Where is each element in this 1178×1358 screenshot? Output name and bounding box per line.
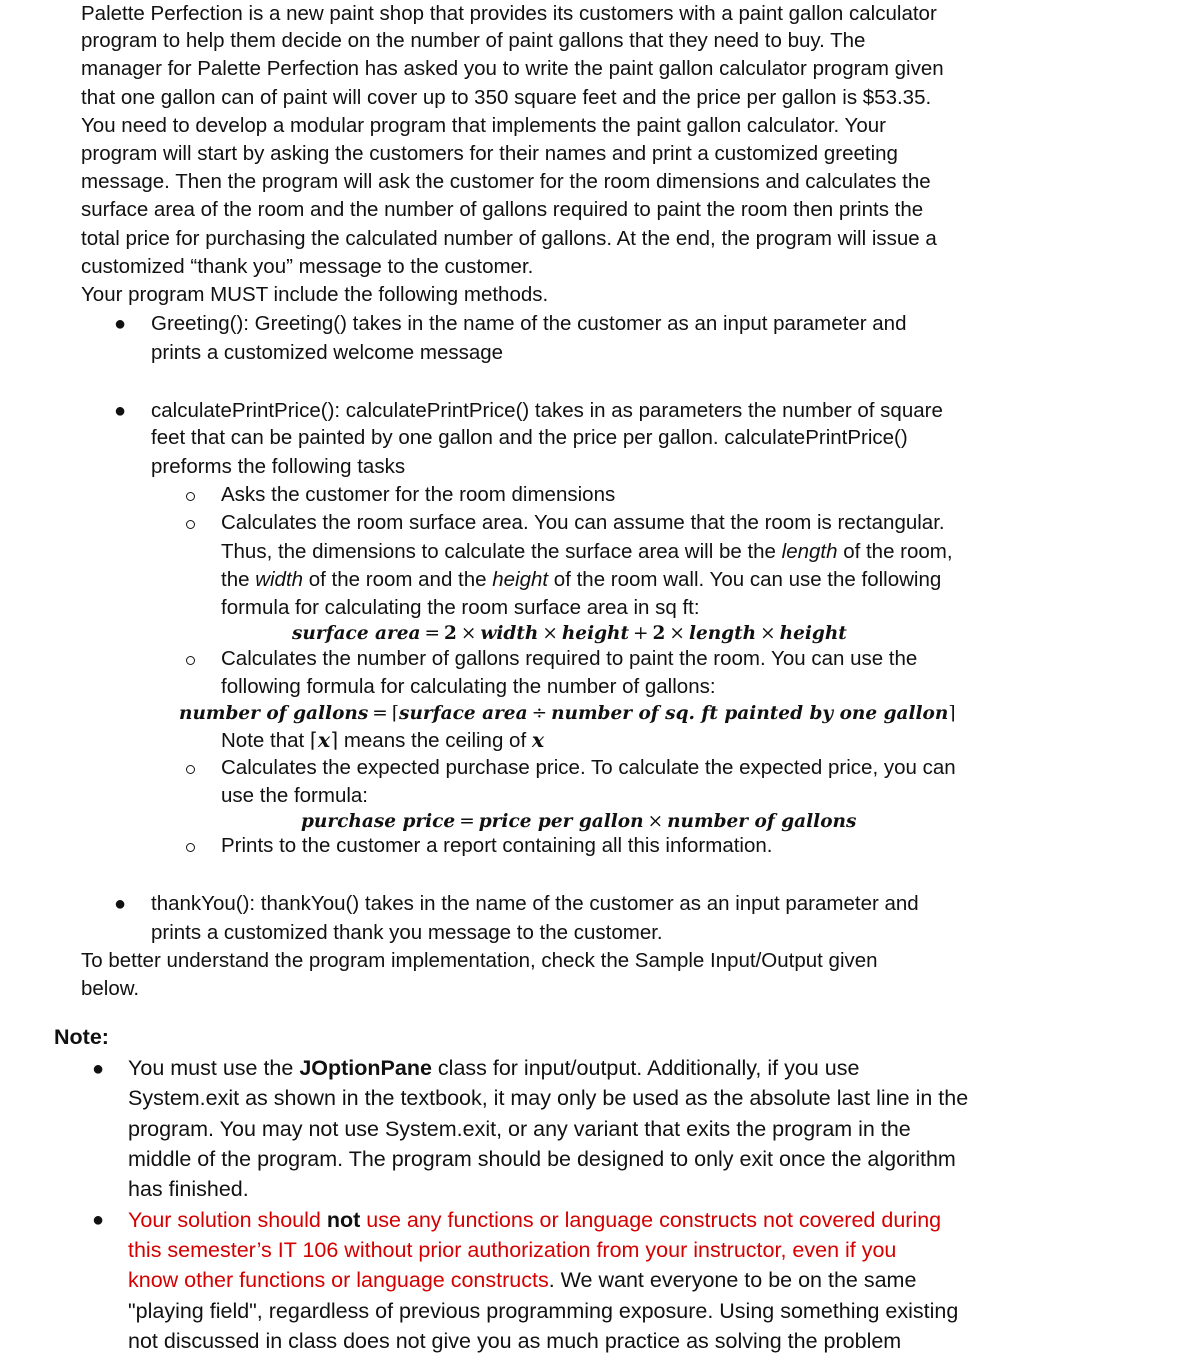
note-warning-line <box>128 1205 941 1235</box>
task-report: Prints to the customer a report containing all this information. <box>221 834 773 857</box>
hollow-bullet-icon <box>186 520 195 529</box>
calc-line: feet that can be painted by one gallon and the price per gallon. calculatePrintPrice() <box>151 426 908 449</box>
math-term: height <box>779 623 847 644</box>
intro-line: that one gallon can of paint will cover up to 350 square feet and the price per gallon is $53.35. <box>81 86 932 109</box>
greeting-line: Greeting(): Greeting() takes in the name of the customer as an input parameter and <box>151 312 907 335</box>
task-price-line: Calculates the expected purchase price. To calculate the expected price, you can <box>221 756 956 779</box>
math-op: × <box>669 623 685 644</box>
term-length: length <box>781 540 838 563</box>
math-term: x <box>531 728 545 752</box>
task-surface-area-line <box>221 538 953 566</box>
text-run: of the room wall. You can use the following <box>548 568 942 591</box>
note-line: has finished. <box>128 1177 249 1201</box>
math-op: ⌈ <box>309 729 318 752</box>
hollow-bullet-icon <box>186 492 195 501</box>
math-term: height <box>561 623 630 644</box>
bullet-icon: ● <box>92 1209 105 1231</box>
intro-line: message. Then the program will ask the customer for the room dimensions and calculates the <box>81 170 931 193</box>
text-run: means the ceiling of <box>338 729 532 752</box>
term-width: width <box>255 568 304 591</box>
task-ask-dimensions: Asks the customer for the room dimensions <box>221 483 616 506</box>
note-heading: Note: <box>54 1025 109 1049</box>
text-run: . We want everyone to be on the same <box>548 1268 917 1292</box>
intro-line: surface area of the room and the number of gallons required to paint the room then prints the <box>81 198 924 221</box>
math-term: number of gallons <box>667 811 857 832</box>
text-run: use any functions or language constructs not covered during <box>360 1208 942 1232</box>
math-term: width <box>480 623 539 644</box>
math-term: price per gallon <box>478 811 644 832</box>
math-op: ÷ <box>531 703 548 724</box>
math-term: number of sq. ft painted by one gallon <box>551 703 949 724</box>
math-op: = <box>459 811 475 832</box>
task-gallons-line: following formula for calculating the number of gallons: <box>221 675 716 698</box>
math-op: ⌈ <box>391 703 400 724</box>
calc-line: preforms the following tasks <box>151 455 406 478</box>
task-surface-area-line: Calculates the room surface area. You can assume that the room is rectangular. <box>221 511 945 534</box>
not-emphasis: not <box>326 1208 361 1232</box>
note-line: middle of the program. The program should be designed to only exit once the algorithm <box>128 1147 956 1171</box>
intro-line: total price for purchasing the calculated number of gallons. At the end, the program will issue a <box>81 227 937 250</box>
note-line <box>128 1265 916 1295</box>
gallons-formula <box>179 702 956 726</box>
surface-area-formula <box>292 622 847 646</box>
intro-line: program to help them decide on the number of paint gallons that they need to buy. The <box>81 29 866 52</box>
text-run: You must use the <box>128 1056 300 1080</box>
task-surface-area-line <box>221 566 941 594</box>
thankyou-line: thankYou(): thankYou() takes in the name of the customer as an input parameter and <box>151 892 919 915</box>
math-op: ⌉ <box>330 729 339 752</box>
note-line <box>128 1053 859 1083</box>
text-run: class for input/output. Additionally, if you use <box>431 1056 860 1080</box>
hollow-bullet-icon <box>186 656 195 665</box>
math-term: x <box>317 728 331 752</box>
ceiling-note <box>221 726 544 755</box>
math-term: surface area <box>399 703 528 724</box>
math-term: 2 <box>444 623 457 644</box>
note-line: "playing field", regardless of previous programming exposure. Using something existing <box>128 1299 959 1323</box>
task-surface-area-line: formula for calculating the room surface area in sq ft: <box>221 596 700 619</box>
text-run: Note that <box>221 729 310 752</box>
intro-line: customized “thank you” message to the customer. <box>81 255 534 278</box>
bullet-icon: ● <box>114 400 127 422</box>
math-term: surface area <box>292 623 421 644</box>
bullet-icon: ● <box>92 1058 105 1080</box>
math-op: + <box>633 623 649 644</box>
hollow-bullet-icon <box>186 843 195 852</box>
math-op: × <box>460 623 477 644</box>
note-line: program. You may not use System.exit, or any variant that exits the program in the <box>128 1117 911 1141</box>
intro-line: Palette Perfection is a new paint shop that provides its customers with a paint gallon calculator <box>81 2 937 25</box>
note-warning-line: this semester’s IT 106 without prior authorization from your instructor, even if you <box>128 1238 897 1262</box>
greeting-line: prints a customized welcome message <box>151 341 504 364</box>
calc-line: calculatePrintPrice(): calculatePrintPrice() takes in as parameters the number of square <box>151 399 943 422</box>
task-gallons-line: Calculates the number of gallons required to paint the room. You can use the <box>221 647 918 670</box>
purchase-price-formula <box>301 810 856 834</box>
math-op: = <box>424 623 441 644</box>
text-run: know other functions or language constructs <box>128 1268 549 1292</box>
after-line: below. <box>81 977 140 1000</box>
intro-line: Your program MUST include the following methods. <box>81 283 549 306</box>
math-op: × <box>760 623 776 644</box>
text-run: of the room, <box>837 540 953 563</box>
math-term: purchase price <box>301 811 456 832</box>
thankyou-line: prints a customized thank you message to the customer. <box>151 921 663 944</box>
term-height: height <box>492 568 549 591</box>
math-term: 2 <box>652 623 666 644</box>
math-op: × <box>647 811 664 832</box>
task-price-line: use the formula: <box>221 784 368 807</box>
text-run: of the room and the <box>303 568 493 591</box>
intro-line: You need to develop a modular program that implements the paint gallon calculator. Your <box>81 114 886 137</box>
intro-line: program will start by asking the customers for their names and print a customized greeting <box>81 142 898 165</box>
intro-line: manager for Palette Perfection has asked you to write the paint gallon calculator program given <box>81 57 944 80</box>
joptionpane-term: JOptionPane <box>299 1056 432 1080</box>
math-term: length <box>688 623 757 644</box>
bullet-icon: ● <box>114 893 127 915</box>
note-line: not discussed in class does not give you as much practice as solving the problem <box>128 1329 902 1353</box>
math-term: number of gallons <box>179 703 369 724</box>
text-run: the <box>221 568 256 591</box>
math-op: = <box>372 703 388 724</box>
bullet-icon: ● <box>114 313 127 335</box>
text-run: Your solution should <box>128 1208 327 1232</box>
text-run: Thus, the dimensions to calculate the surface area will be the <box>221 540 782 563</box>
math-op: ⌉ <box>948 703 956 724</box>
after-line: To better understand the program implementation, check the Sample Input/Output given <box>81 949 878 972</box>
note-line: System.exit as shown in the textbook, it may only be used as the absolute last line in the <box>128 1086 969 1110</box>
math-op: × <box>542 623 558 644</box>
hollow-bullet-icon <box>186 765 195 774</box>
